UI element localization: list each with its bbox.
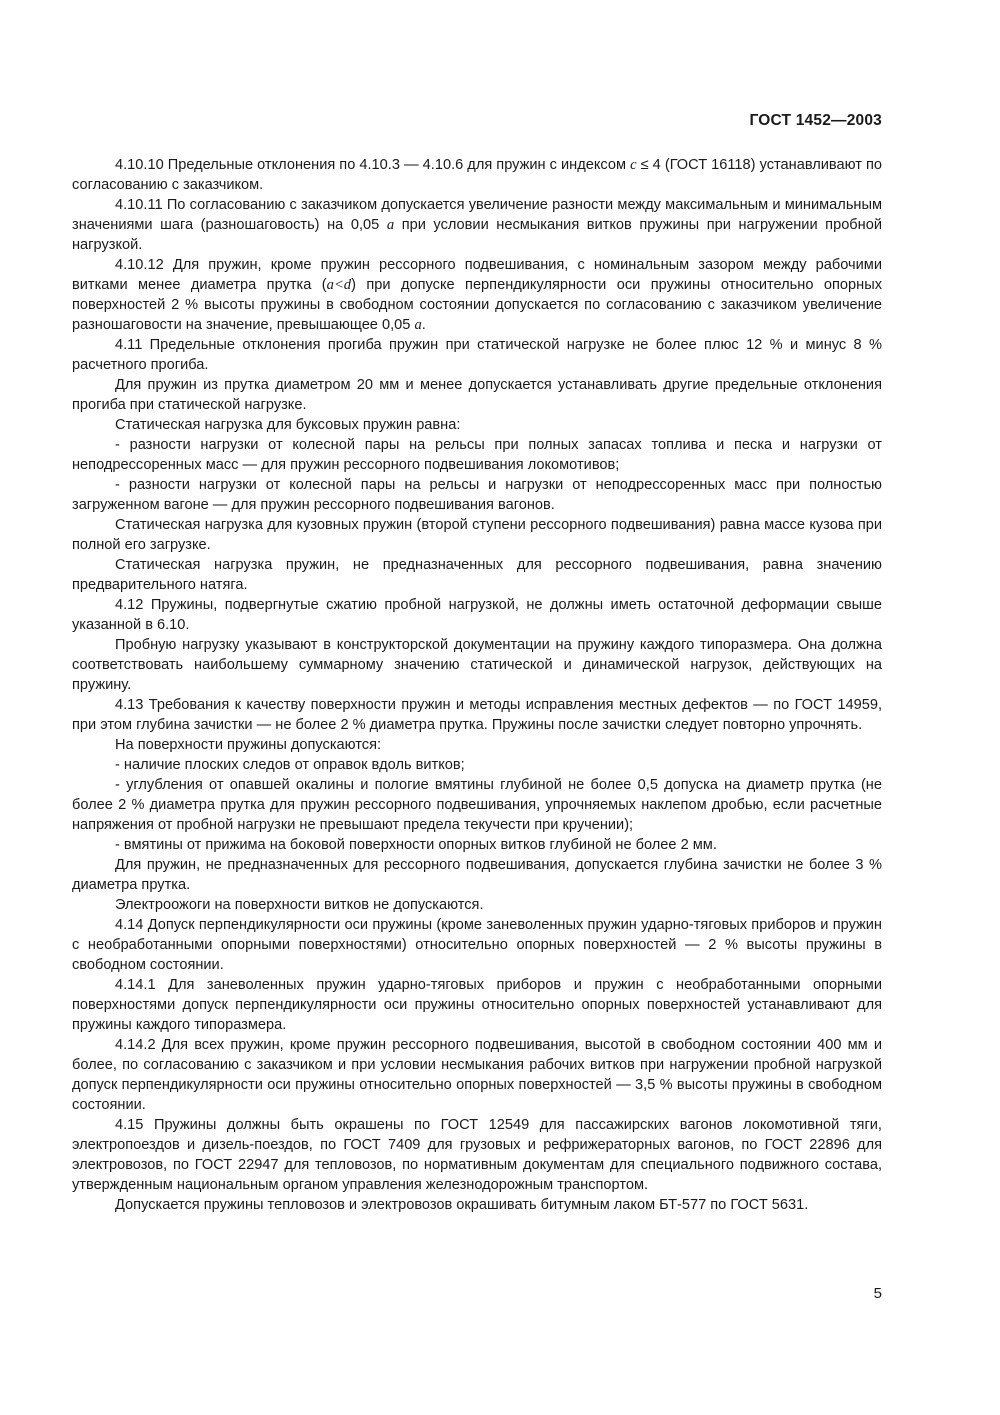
paragraph-4-13: 4.13 Требования к качеству поверхности пружин и методы исправления местных дефектов — по ГОСТ 14959, при этом глубина зачистки — не более 2 % диаметра прутка. Пружины после зачистки следует повторно упрочнять.: [72, 697, 882, 733]
list-item: - вмятины от прижима на боковой поверхности опорных витков глубиной не более 2 мм.: [115, 837, 717, 853]
math-index-c: c: [630, 157, 637, 173]
paragraph-4-14-2: 4.14.2 Для всех пружин, кроме пружин рессорного подвешивания, высотой в свободном состоянии 400 мм и более, по согласованию с заказчиком и при условии несмыкания рабочих витков при нагружении пробной нагрузкой допуск перпендикулярности оси пружины относительно опорных поверхностей — 3,5 % высоты пружины в свободном состоянии.: [72, 1037, 882, 1113]
paragraph-text: Для пружин из прутка диаметром 20 мм и менее допускается устанавливать другие предельные отклонения прогиба при статической нагрузке.: [72, 377, 882, 413]
paragraph-text: Допускается пружины тепловозов и электровозов окрашивать битумным лаком БТ-577 по ГОСТ 5631.: [115, 1197, 809, 1213]
math-symbol-a: a: [414, 317, 422, 333]
paragraph-text: На поверхности пружины допускаются:: [115, 737, 382, 753]
paragraph-4-14: 4.14 Допуск перпендикулярности оси пружины (кроме заневоленных пружин ударно-тяговых приборов и пружин с необработанными опорными поверхностями) относительно опорных поверхностей — 2 % высоты пружины в свободном состоянии.: [72, 917, 882, 973]
paragraph-4-15: 4.15 Пружины должны быть окрашены по ГОСТ 12549 для пассажирских вагонов локомотивной тяги, электропоездов и дизель-поездов, по ГОСТ 7409 для грузовых и рефрижераторных вагонов, по ГОСТ 22896 для электровозов, по ГОСТ 22947 для тепловозов, по нормативным документам для специального подвижного состава, утвержденным национальным органом управления железнодорожным транспортом.: [72, 1117, 882, 1193]
paragraph-text: Для пружин, не предназначенных для рессорного подвешивания, допускается глубина зачистки не более 3 % диаметра прутка.: [72, 857, 882, 893]
page-number: 5: [873, 1285, 882, 1302]
document-body: [72, 155, 882, 1215]
paragraph-4-10-12: 4.10.12 Для пружин, кроме пружин рессорного подвешивания, с номинальным зазором между рабочими витками менее диаметра прутка (a<d) при допуске перпендикулярности оси пружины относительно опорных поверхностей 2 % высоты пружины в свободном состоянии допускается по согласованию с заказчиком увеличение разношаговости на значение, превышающее 0,05 a.: [72, 257, 882, 333]
paragraph-text: Статическая нагрузка пружин, не предназначенных для рессорного подвешивания, равна значению предварительного натяга.: [72, 557, 882, 593]
paragraph-4-14-1: 4.14.1 Для заневоленных пружин ударно-тяговых приборов и пружин с необработанными опорными поверхностями допуск перпендикулярности оси пружины относительно опорных поверхностей устанавливают для пружины каждого типоразмера.: [72, 977, 882, 1033]
list-item: - разности нагрузки от колесной пары на рельсы при полных запасах топлива и песка и нагрузки от неподрессоренных масс — для пружин рессорного подвешивания локомотивов;: [72, 437, 882, 473]
paragraph-text: Пробную нагрузку указывают в конструкторской документации на пружину каждого типоразмера. Она должна соответствовать наибольшему суммарному значению статической и динамической нагрузок, действующих на пружину.: [72, 637, 882, 693]
list-item: - углубления от опавшей окалины и пологие вмятины глубиной не более 0,5 допуска на диаметр прутка (не более 2 % диаметра прутка для пружин рессорного подвешивания, упрочняемых наклепом дробью, если расчетные напряжения от пробной нагрузки не превышают предела текучести при кручении);: [72, 777, 882, 833]
paragraph-4-10-10: 4.10.10 Предельные отклонения по 4.10.3 — 4.10.6 для пружин с индексом c ≤ 4 (ГОСТ 16118) устанавливают по согласованию с заказчиком.: [72, 157, 882, 193]
math-inequality-a-less-d: a<d: [326, 277, 352, 293]
paragraph-4-10-11: 4.10.11 По согласованию с заказчиком допускается увеличение разности между максимальным и минимальным значениями шага (разношаговость) на 0,05 a при условии несмыкания витков пружины при нагружении пробной нагрузкой.: [72, 197, 882, 253]
list-item: - наличие плоских следов от оправок вдоль витков;: [115, 757, 465, 773]
paragraph-4-12: 4.12 Пружины, подвергнутые сжатию пробной нагрузкой, не должны иметь остаточной деформации свыше указанной в 6.10.: [72, 597, 882, 633]
math-symbol-a: a: [386, 217, 395, 233]
paragraph-text: Электроожоги на поверхности витков не допускаются.: [115, 897, 484, 913]
paragraph-text: Статическая нагрузка для буксовых пружин равна:: [115, 417, 461, 433]
list-item: - разности нагрузки от колесной пары на рельсы и нагрузки от неподрессоренных масс при полностью загруженном вагоне — для пружин рессорного подвешивания вагонов.: [72, 477, 882, 513]
paragraph-text: Статическая нагрузка для кузовных пружин (второй ступени рессорного подвешивания) равна массе кузова при полной его загрузке.: [72, 517, 882, 553]
document-standard-header: ГОСТ 1452—2003: [749, 112, 882, 129]
paragraph-4-11: 4.11 Предельные отклонения прогиба пружин при статической нагрузке не более плюс 12 % и минус 8 % расчетного прогиба.: [72, 337, 882, 373]
